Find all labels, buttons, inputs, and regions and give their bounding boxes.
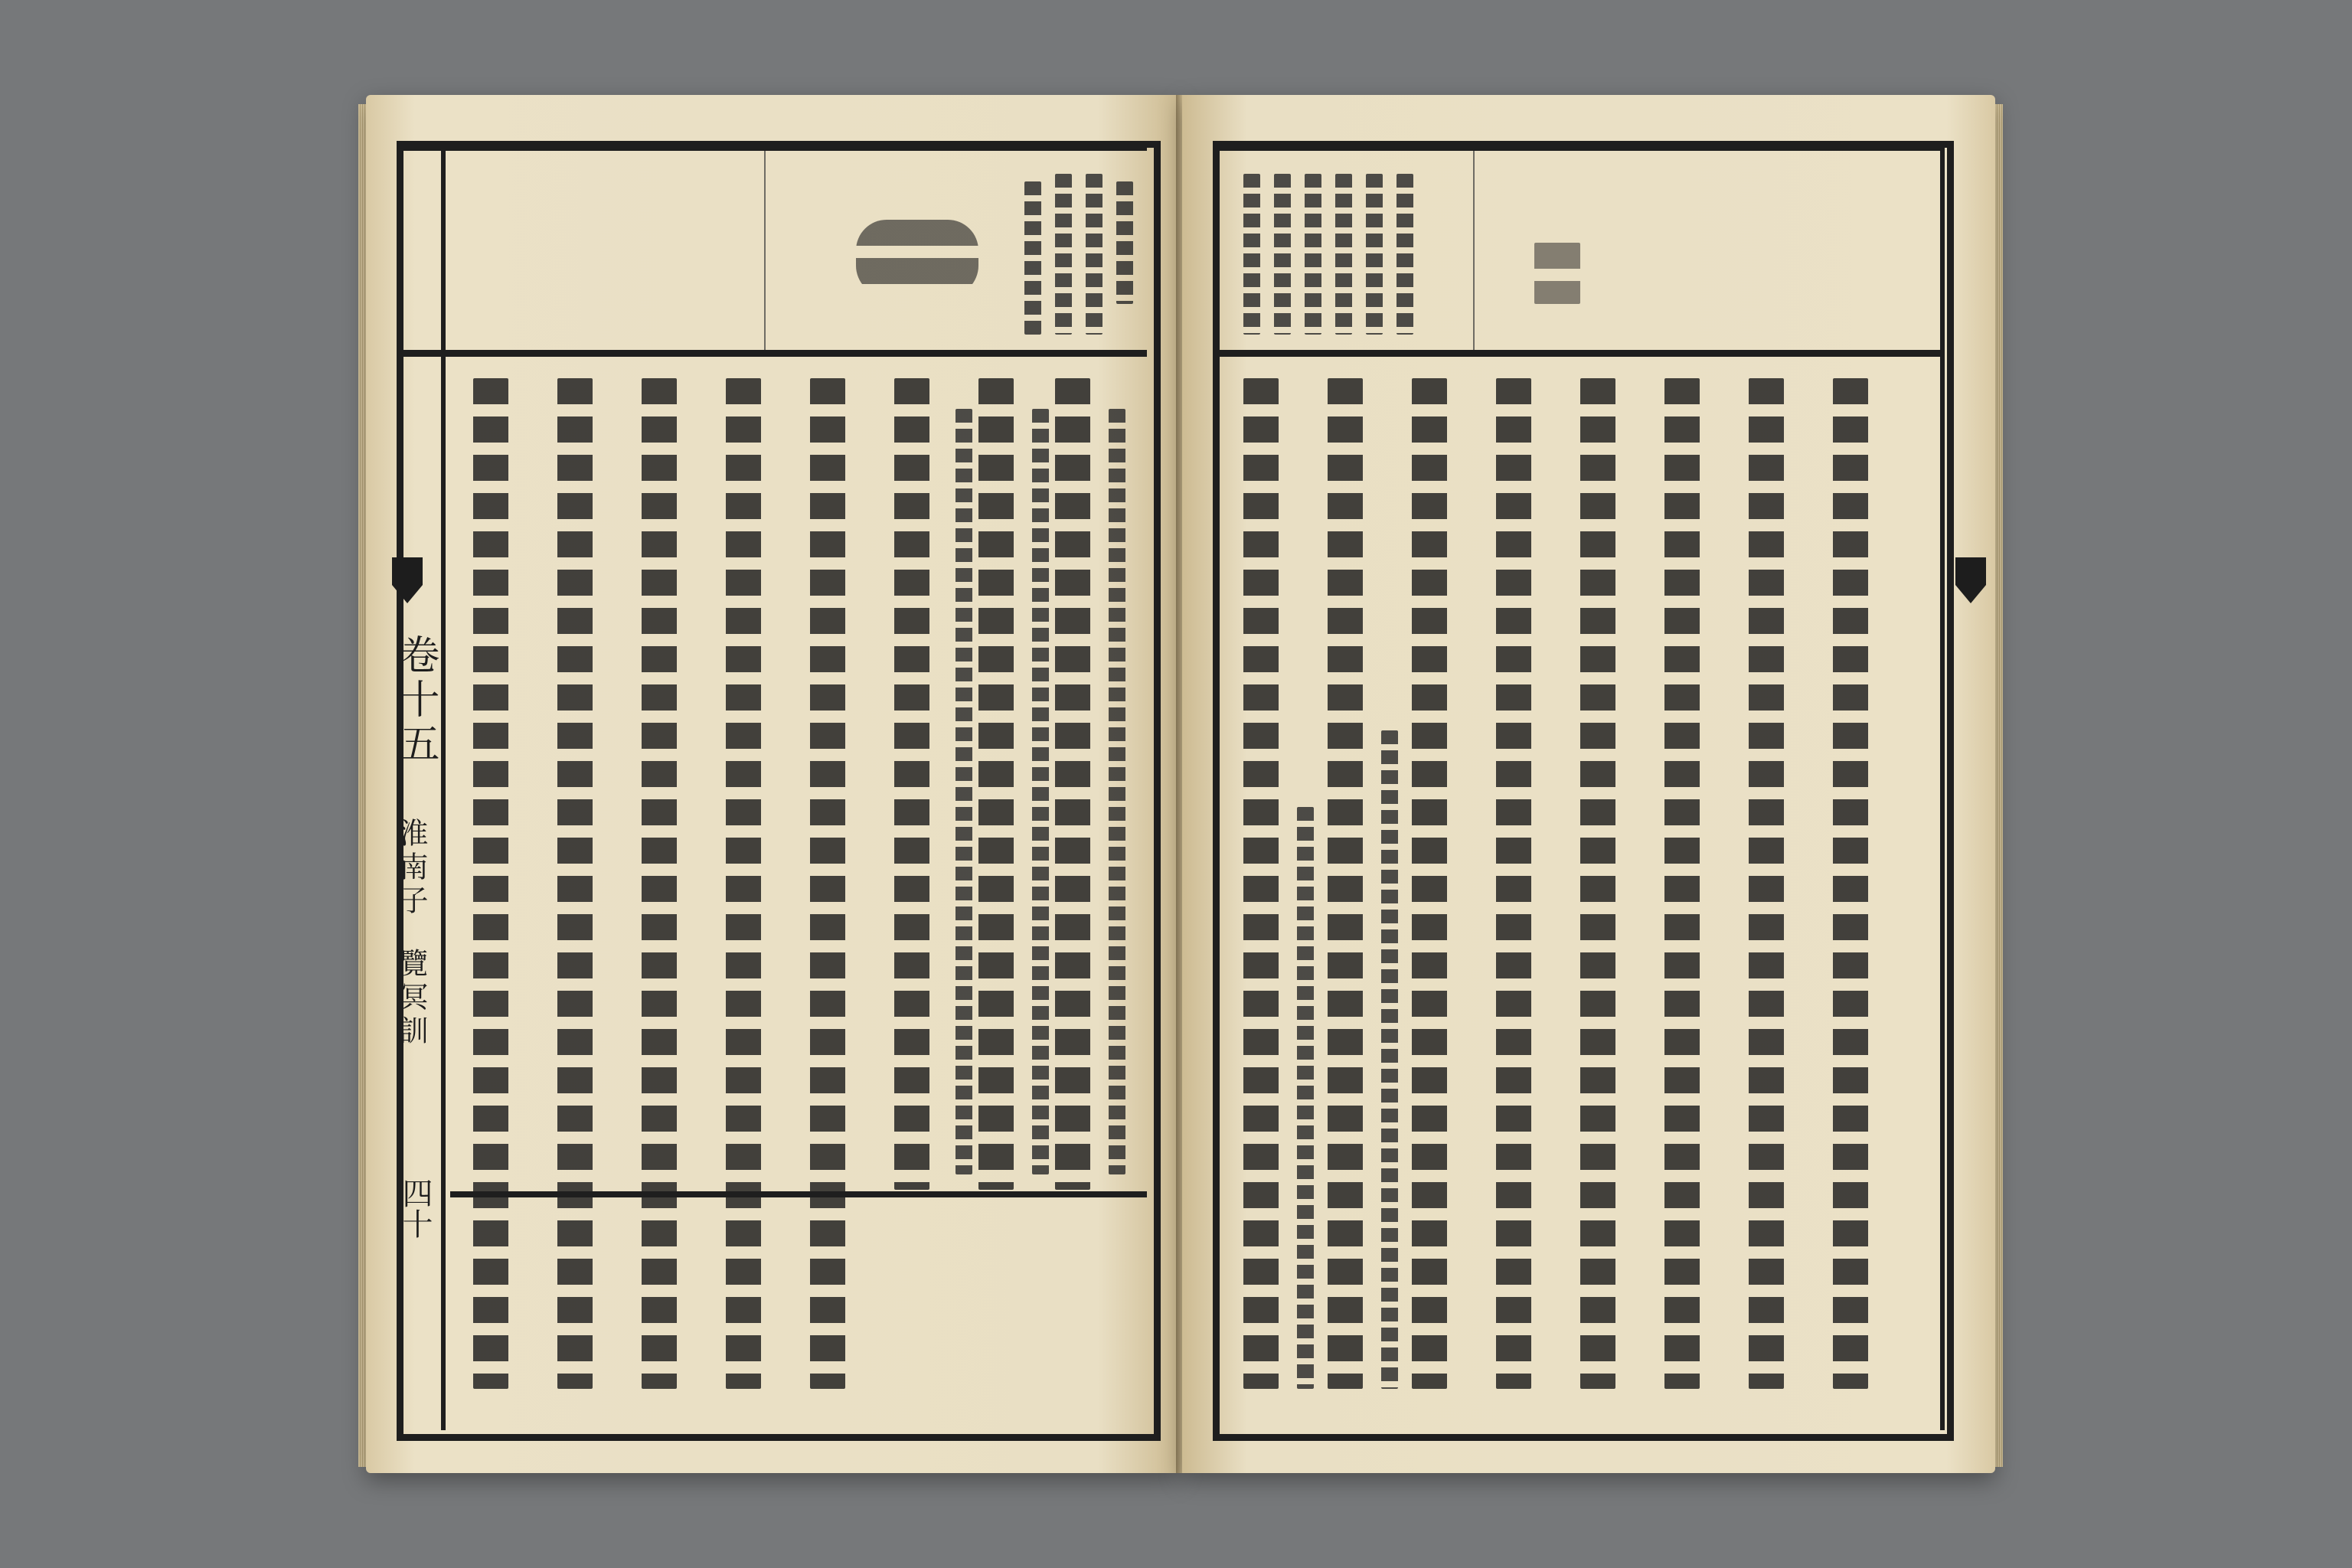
text-column <box>894 378 929 1190</box>
headnote-text-col <box>1305 174 1321 335</box>
fish-tail-mark <box>392 557 423 603</box>
headnote-text-col <box>1243 174 1260 335</box>
commentary-column <box>1381 730 1398 1389</box>
leaf-number: 四十 <box>397 1178 433 1239</box>
left-headnote-box <box>397 144 1147 357</box>
text-column <box>1243 378 1279 1389</box>
text-column <box>1749 378 1784 1389</box>
left-text-area <box>450 348 1147 1419</box>
text-column <box>1412 378 1447 1389</box>
text-column <box>978 378 1014 1190</box>
text-column <box>473 378 508 1389</box>
headnote-text-col <box>1086 174 1102 335</box>
headnote-text-col <box>1274 174 1291 335</box>
headnote-text-col <box>1024 181 1041 335</box>
right-text-area <box>1220 348 1940 1419</box>
book-spread <box>366 95 1995 1488</box>
text-column <box>726 378 761 1389</box>
commentary-column <box>1032 409 1049 1174</box>
faded-mark <box>1534 243 1580 304</box>
commentary-column <box>956 409 972 1174</box>
headnote-text-col <box>1396 174 1413 335</box>
headnote-text-col <box>1116 181 1133 304</box>
text-column <box>1328 378 1363 1389</box>
text-column <box>1580 378 1615 1389</box>
margin-chapter: 覽冥訓 <box>394 948 428 1049</box>
commentary-column <box>1297 807 1314 1389</box>
fish-tail-mark <box>1955 557 1986 603</box>
text-column <box>1055 378 1090 1190</box>
right-page <box>1182 95 1995 1473</box>
text-column <box>1833 378 1868 1389</box>
text-column <box>1664 378 1700 1389</box>
left-page <box>366 95 1179 1473</box>
section-rule <box>450 1191 1147 1197</box>
headnote-text-col <box>1366 174 1383 335</box>
page-edge-left <box>358 104 366 1467</box>
text-column <box>1496 378 1531 1389</box>
text-column <box>557 378 593 1389</box>
commentary-column <box>1109 409 1125 1174</box>
text-column <box>642 378 677 1389</box>
margin-volume: 卷十五 <box>393 634 439 767</box>
headnote-text-col <box>1335 174 1352 335</box>
margin-title: 淮南子 <box>394 818 428 919</box>
headnote-text-col <box>1055 174 1072 335</box>
right-fold-margin <box>1940 144 1998 1430</box>
right-headnote-box <box>1213 144 1940 357</box>
left-fold-margin <box>372 144 446 1430</box>
faded-seal <box>856 220 978 296</box>
text-column <box>810 378 845 1389</box>
